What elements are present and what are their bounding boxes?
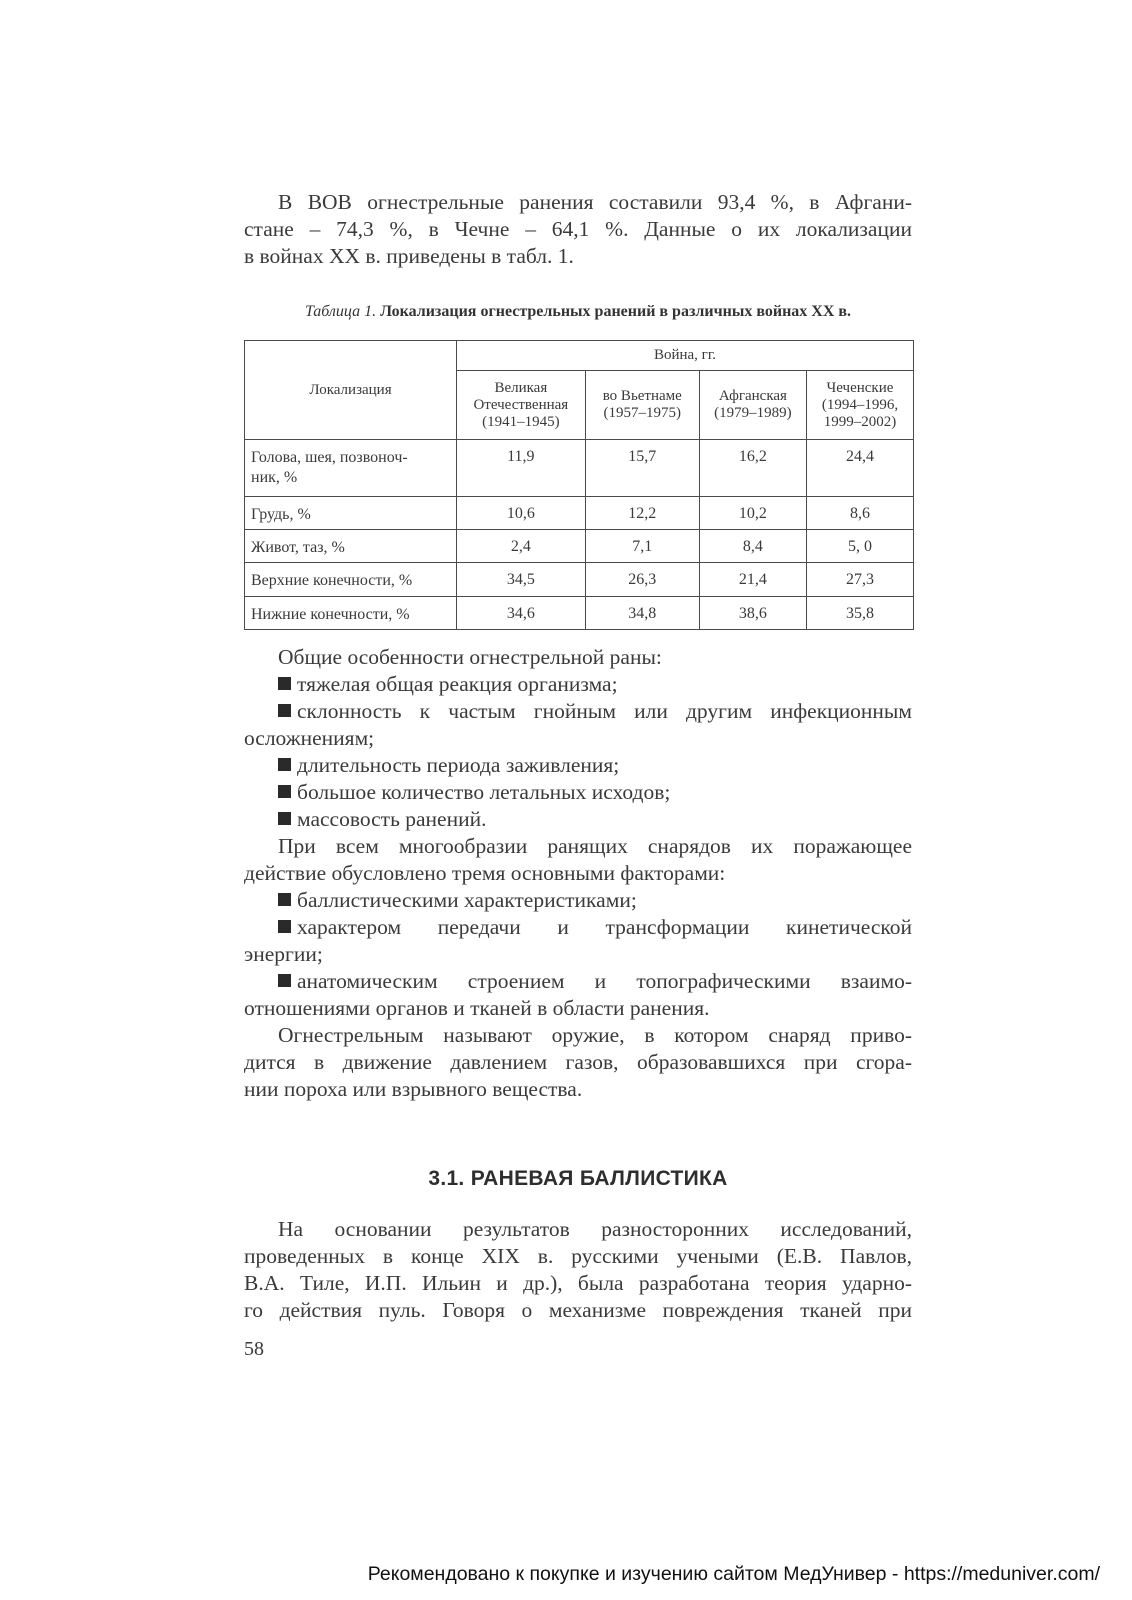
value-cell: 34,5 (457, 563, 586, 596)
value-cell: 24,4 (806, 440, 913, 497)
table-header-row (245, 341, 914, 371)
value-cell: 2,4 (457, 529, 586, 562)
paragraph-line: В.А. Тиле, И.П. Ильин и др.), была разработана теория ударно- (244, 1271, 912, 1295)
list-item-continuation: отношениями органов и тканей в области ранения. (244, 996, 710, 1020)
list-item: характером передачи и трансформации кинетической (244, 914, 912, 941)
table-caption-label: Таблица 1. (304, 303, 377, 320)
value-cell: 34,6 (457, 596, 586, 629)
row-header-cell: Локализация (245, 341, 457, 440)
intro-line: в войнах XX в. приведены в табл. 1. (244, 244, 574, 268)
value-cell: 34,8 (585, 596, 699, 629)
row-label-cell: Грудь, % (245, 496, 457, 529)
value-cell: 5, 0 (806, 529, 913, 562)
value-cell: 21,4 (699, 563, 806, 596)
value-cell: 8,6 (806, 496, 913, 529)
paragraph-line: дится в движение давлением газов, образовавшихся при сгора- (244, 1050, 912, 1074)
value-cell: 26,3 (585, 563, 699, 596)
intro-line: стане – 74,3 %, в Чечне – 64,1 %. Данные о их локализации (244, 217, 912, 241)
intro-line: В ВОВ огнестрельные ранения составили 93,4 %, в Афгани- (278, 190, 912, 214)
row-label-cell: Нижние конечности, % (245, 596, 457, 629)
row-label-cell: Живот, таз, % (245, 529, 457, 562)
paragraph-line: При всем многообразии ранящих снарядов их поражающее (278, 834, 912, 858)
list-item: анатомическим строением и топографическими взаимо- (244, 968, 912, 995)
paragraph-line: Огнестрельным называют оружие, в котором снаряд приво- (278, 1023, 912, 1047)
table-row (245, 596, 914, 629)
row-label-cell: Верхние конечности, % (245, 563, 457, 596)
row-label-cell: Голова, шея, позвоноч- ник, % (245, 440, 457, 497)
table-row (245, 496, 914, 529)
value-cell: 12,2 (585, 496, 699, 529)
list-item-continuation: энергии; (244, 942, 323, 966)
list-item: тяжелая общая реакция организма; (244, 671, 912, 698)
page-number: 58 (244, 1338, 264, 1360)
table-caption (244, 303, 912, 321)
list-item: баллистическими характеристиками; (244, 887, 912, 914)
value-cell: 27,3 (806, 563, 913, 596)
column-header-cell: Афганская (1979–1989) (699, 371, 806, 440)
paragraph-line: нии пороха или взрывного вещества. (244, 1077, 583, 1101)
value-cell: 8,4 (699, 529, 806, 562)
value-cell: 11,9 (457, 440, 586, 497)
value-cell: 10,6 (457, 496, 586, 529)
column-header-cell: Великая Отечественная (1941–1945) (457, 371, 586, 440)
list-item: длительность периода заживления; (244, 752, 912, 779)
intro-paragraph (244, 189, 912, 270)
list-item-continuation: осложнениям; (244, 726, 375, 750)
group-header-cell: Война, гг. (457, 341, 914, 371)
section-heading: 3.1. РАНЕВАЯ БАЛЛИСТИКА (428, 1167, 728, 1190)
table-row (245, 440, 914, 497)
value-cell: 10,2 (699, 496, 806, 529)
localization-table (244, 340, 914, 630)
list-item: склонность к частым гнойным или другим инфекционным (244, 698, 912, 725)
value-cell: 15,7 (585, 440, 699, 497)
table-row (245, 529, 914, 562)
value-cell: 7,1 (585, 529, 699, 562)
paragraph-line: действие обусловлено тремя основными факторами: (244, 861, 726, 885)
paragraph-line: го действия пуль. Говоря о механизме повреждения тканей при (244, 1298, 912, 1322)
paragraph-line: проведенных в конце XIX в. русскими учеными (Е.В. Павлов, (244, 1244, 912, 1268)
table-row (245, 563, 914, 596)
column-header-cell: Чеченские (1994–1996, 1999–2002) (806, 371, 913, 440)
list-item: массовость ранений. (244, 806, 912, 833)
paragraph-line: На основании результатов разносторонних исследований, (278, 1217, 912, 1241)
column-header-cell: во Вьетнаме (1957–1975) (585, 371, 699, 440)
table-caption-title: Локализация огнестрельных ранений в различных войнах XX в. (380, 303, 852, 320)
value-cell: 35,8 (806, 596, 913, 629)
value-cell: 16,2 (699, 440, 806, 497)
features-intro: Общие особенности огнестрельной раны: (278, 645, 662, 669)
list-item: большое количество летальных исходов; (244, 779, 912, 806)
value-cell: 38,6 (699, 596, 806, 629)
section-paragraph (244, 1216, 912, 1324)
body-text (244, 644, 912, 1103)
footer-recommendation: Рекомендовано к покупке и изучению сайтом МедУнивер - https://meduniver.com/ (367, 1563, 1100, 1585)
